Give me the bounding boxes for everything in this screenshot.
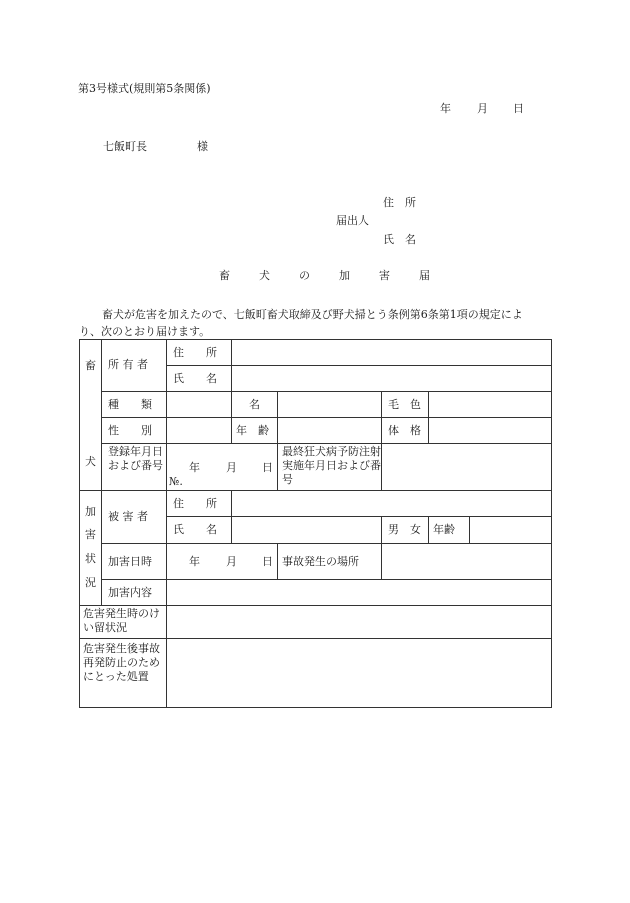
table-line: [381, 443, 382, 490]
table-line: [101, 339, 102, 605]
build-label: 体 格: [388, 424, 421, 437]
table-line: [231, 339, 232, 391]
incident-year: 年: [189, 555, 200, 568]
table-line: [166, 516, 552, 517]
table-line: [231, 391, 232, 443]
table-line: [166, 365, 552, 366]
table-line: [79, 638, 552, 639]
table-line: [101, 417, 552, 418]
sex-label: 性 別: [108, 424, 152, 437]
coat-label: 毛 色: [388, 398, 421, 411]
form-number: 第3号様式(規則第5条関係): [78, 82, 211, 95]
table-line: [101, 543, 552, 544]
incident-content-label: 加害内容: [108, 586, 152, 599]
owner-label: 所 有 者: [108, 358, 148, 371]
addressee-name: 七飯町長: [103, 140, 147, 153]
applicant-name-label: 氏 名: [383, 233, 416, 246]
rabies-label: 最終狂犬病予防注射実施年月日および番号: [282, 445, 381, 486]
date-day-label: 日: [513, 102, 524, 115]
incident-day: 日: [262, 555, 273, 568]
dog-name-label: 名: [249, 398, 260, 411]
victim-address-label: 住 所: [173, 497, 217, 510]
incident-month: 月: [226, 555, 237, 568]
table-line: [277, 543, 278, 579]
side-label-chikuken-bottom: 犬: [85, 455, 96, 468]
side-label-kagai-4: 況: [85, 576, 96, 589]
table-line: [428, 516, 429, 543]
table-line: [101, 443, 552, 444]
side-label-kagai-2: 害: [85, 528, 96, 541]
registration-day: 日: [262, 461, 273, 474]
table-line: [277, 443, 278, 490]
breed-label: 種 類: [108, 398, 152, 411]
victim-name-label: 氏 名: [173, 523, 217, 536]
table-line: [79, 707, 552, 708]
prevention-label: 危害発生後事故再発防止のためにとった処置: [83, 642, 160, 683]
table-line: [551, 339, 552, 707]
gender-label: 男 女: [388, 523, 421, 536]
table-line: [381, 543, 382, 579]
table-line: [79, 490, 552, 491]
addressee-honorific: 様: [197, 140, 208, 153]
table-line: [469, 516, 470, 543]
table-line: [381, 516, 382, 543]
table-line: [79, 605, 552, 606]
age-label: 年 齢: [236, 424, 269, 437]
victim-label: 被 害 者: [108, 510, 148, 523]
table-line: [277, 391, 278, 443]
table-line: [101, 391, 552, 392]
registration-number: №.: [169, 475, 183, 488]
table-line: [79, 339, 80, 707]
table-line: [101, 579, 552, 580]
date-month-label: 月: [477, 102, 488, 115]
registration-year: 年: [189, 461, 200, 474]
applicant-address-label: 住 所: [383, 196, 416, 209]
side-label-kagai-1: 加: [85, 505, 96, 518]
table-line: [381, 391, 382, 443]
detention-label: 危害発生時のけい留状況: [83, 607, 160, 634]
owner-name-label: 氏 名: [173, 372, 217, 385]
victim-age-label: 年齢: [433, 523, 455, 536]
applicant-label: 届出人: [336, 214, 369, 227]
intro-line-1: 畜犬が危害を加えたので、七飯町畜犬取締及び野犬掃とう条例第6条第1項の規定によ: [102, 308, 523, 321]
incident-date-label: 加害日時: [108, 555, 152, 568]
page-title: 畜 犬 の 加 害 届: [219, 269, 439, 282]
table-line: [231, 490, 232, 543]
side-label-chikuken-top: 畜: [85, 359, 96, 372]
date-year-label: 年: [440, 102, 451, 115]
intro-line-2: り、次のとおり届けます。: [79, 325, 211, 338]
incident-place-label: 事故発生の場所: [282, 555, 359, 568]
side-label-kagai-3: 状: [85, 552, 96, 565]
registration-label: 登録年月日および番号: [108, 445, 163, 472]
owner-address-label: 住 所: [173, 346, 217, 359]
table-line: [428, 391, 429, 443]
registration-month: 月: [226, 461, 237, 474]
table-line: [79, 339, 552, 340]
table-line: [166, 339, 167, 707]
